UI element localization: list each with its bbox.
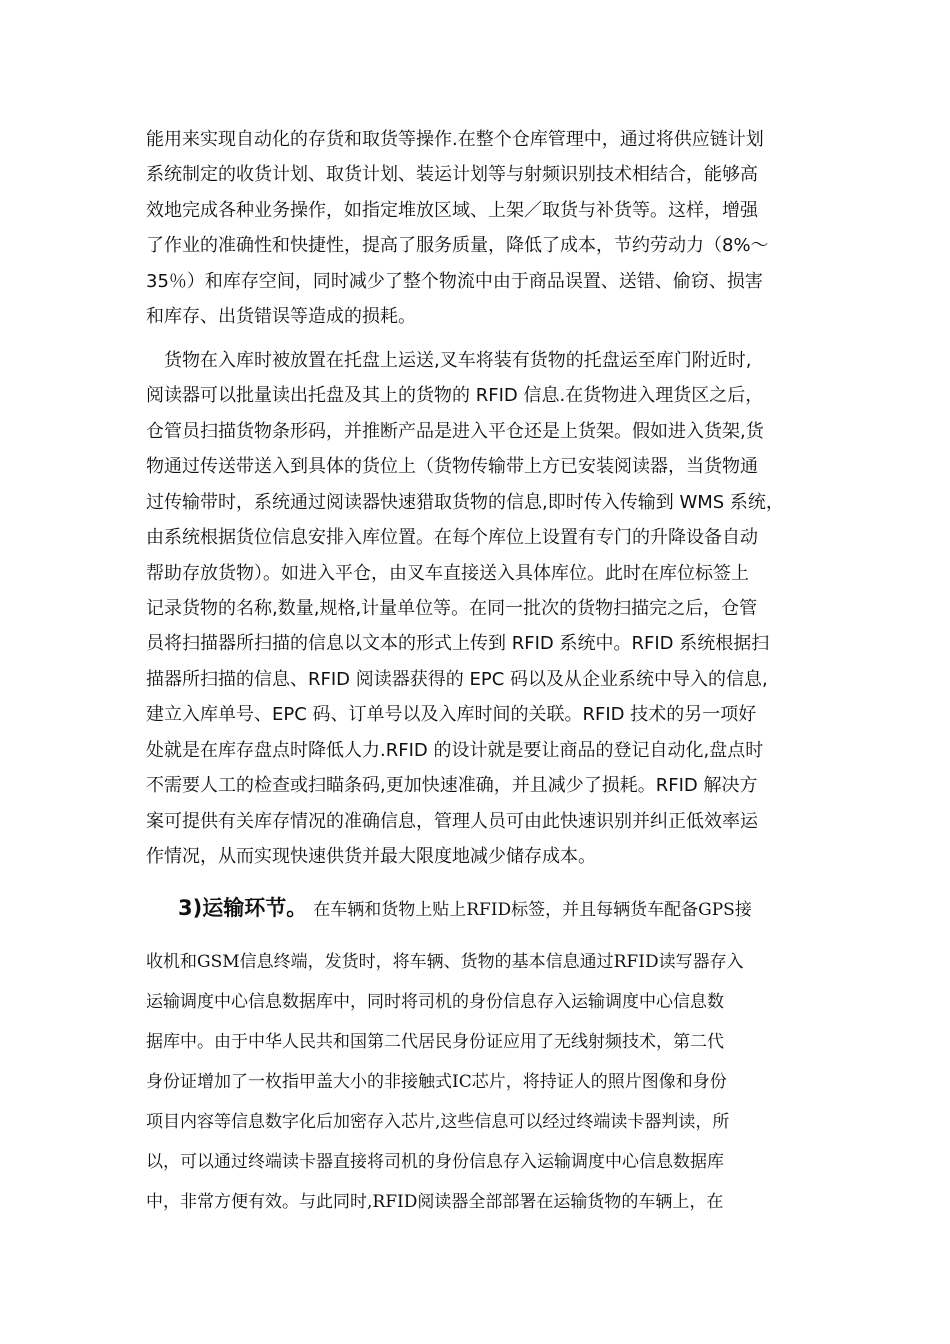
section-heading: 3)运输环节。: [178, 896, 308, 920]
text-line: 能用来实现自动化的存货和取货等操作.在整个仓库管理中，通过将供应链计划: [146, 129, 764, 150]
text-line: 由系统根据货位信息安排入库位置。在每个库位上设置有专门的升降设备自动: [146, 527, 758, 548]
text-line: 运输调度中心信息数据库中，同时将司机的身份信息存入运输调度中心信息数: [146, 992, 724, 1012]
text-line: 帮助存放货物）。如进入平仓，由叉车直接送入具体库位。此时在库位标签上: [146, 563, 749, 584]
text-line: 据库中。由于中华人民共和国第二代居民身份证应用了无线射频技术，第二代: [146, 1032, 724, 1052]
text-line: 过传输带时，系统通过阅读器快速猎取货物的信息,即时传入传输到 WMS 系统，: [146, 492, 784, 513]
text-line: 物通过传送带送入到具体的货位上（货物传输带上方已安装阅读器，当货物通: [146, 456, 758, 477]
text-line: 了作业的准确性和快捷性，提高了服务质量，降低了成本，节约劳动力（8%～: [146, 235, 769, 256]
text-line: 35％）和库存空间，同时减少了整个物流中由于商品误置、送错、偷窃、损害: [146, 271, 763, 292]
text-line: 处就是在库存盘点时降低人力.RFID 的设计就是要让商品的登记自动化,盘点时: [146, 740, 764, 761]
text-line: 效地完成各种业务操作，如指定堆放区域、上架／取货与补货等。这样，增强: [146, 200, 758, 221]
text-line: 以，可以通过终端读卡器直接将司机的身份信息存入运输调度中心信息数据库: [146, 1152, 724, 1172]
text-line: 阅读器可以批量读出托盘及其上的货物的 RFID 信息.在货物进入理货区之后，: [146, 385, 764, 406]
text-line: 项目内容等信息数字化后加密存入芯片,这些信息可以经过终端读卡器判读，所: [146, 1112, 730, 1132]
text-line: 身份证增加了一枚指甲盖大小的非接触式IC芯片，将持证人的照片图像和身份: [146, 1072, 727, 1092]
text-line: 不需要人工的检查或扫瞄条码,更加快速准确，并且减少了损耗。RFID 解决方: [146, 775, 758, 796]
text-line: 描器所扫描的信息、RFID 阅读器获得的 EPC 码以及从企业系统中导入的信息,: [146, 669, 768, 690]
section-heading-line: [178, 896, 752, 920]
text-line: 在车辆和货物上贴上RFID标签，并且每辆货车配备GPS接: [313, 900, 752, 920]
text-line: 案可提供有关库存情况的准确信息，管理人员可由此快速识别并纠正低效率运: [146, 811, 758, 832]
text-line: 中，非常方便有效。与此同时,RFID阅读器全部部署在运输货物的车辆上，在: [146, 1192, 724, 1212]
text-line: 记录货物的名称,数量,规格,计量单位等。在同一批次的货物扫描完之后，仓管: [146, 598, 758, 619]
text-line: 收机和GSM信息终端，发货时，将车辆、货物的基本信息通过RFID读写器存入: [146, 952, 744, 972]
text-line: 仓管员扫描货物条形码，并推断产品是进入平仓还是上货架。假如进入货架,货: [146, 421, 764, 442]
text-line: 货物在入库时被放置在托盘上运送,叉车将装有货物的托盘运至库门附近时,: [164, 350, 752, 371]
text-line: 系统制定的收货计划、取货计划、装运计划等与射频识别技术相结合，能够高: [146, 164, 758, 185]
text-line: 建立入库单号、EPC 码、订单号以及入库时间的关联。RFID 技术的另一项好: [146, 704, 757, 725]
text-line: 员将扫描器所扫描的信息以文本的形式上传到 RFID 系统中。RFID 系统根据扫: [146, 633, 770, 654]
text-line: 作情况，从而实现快速供货并最大限度地减少储存成本。: [146, 846, 596, 867]
text-line: 和库存、出货错误等造成的损耗。: [146, 306, 416, 327]
